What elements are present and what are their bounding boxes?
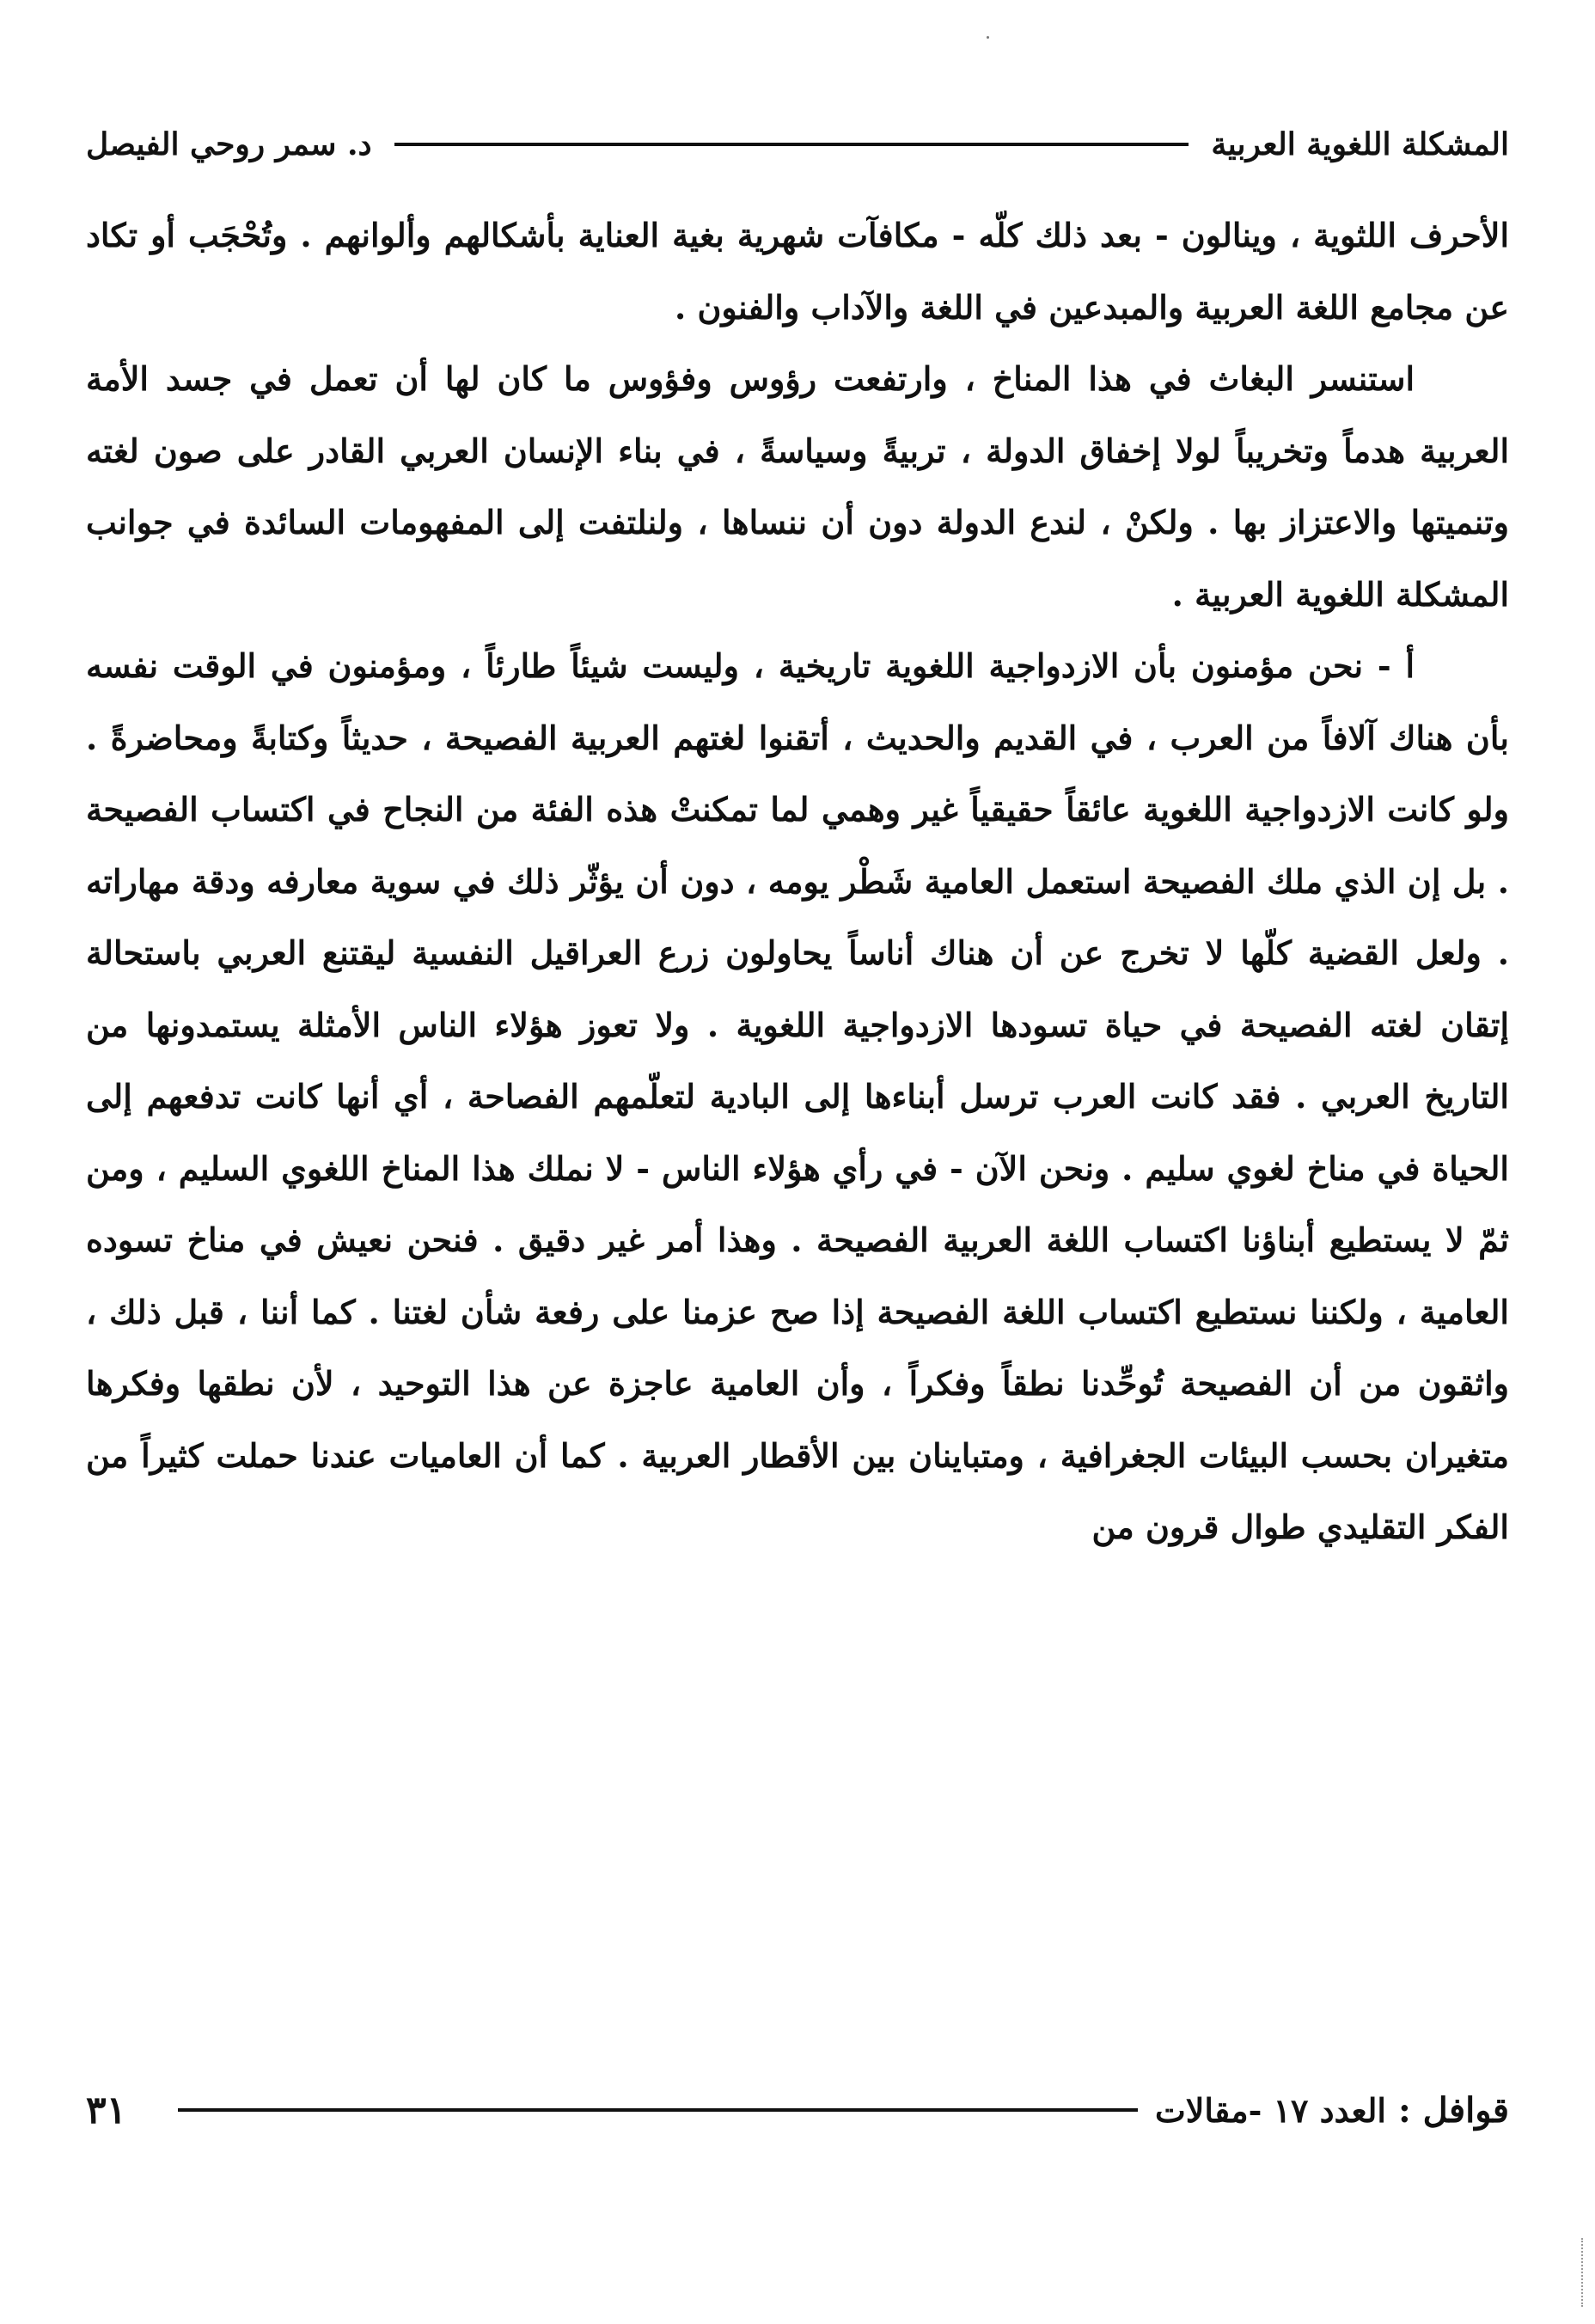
page-number: ٣١ — [86, 2088, 127, 2132]
paragraph: أ - نحن مؤمنون بأن الازدواجية اللغوية تاريخية ، وليست شيئاً طارئاً ، ومؤمنون في الوقت نفسه بأن هناك آلافاً من العرب ، في القديم والحديث ، أتقنوا لغتهم العربية الفصيحة ، حديثاً وكتابةً ومحاضرةً . ولو كانت الازدواجية اللغوية عائقاً حقيقياً غير وهمي لما تمكنتْ هذه الفئة من النجاح في اكتساب الفصيحة . بل إن الذي ملك الفصيحة استعمل العامية شَطْر يومه ، دون أن يؤثّر ذلك في سوية معارفه ودقة مهاراته . ولعل القضية كلّها لا تخرج عن أن هناك أناساً يحاولون زرع العراقيل النفسية ليقتنع العربي باستحالة إتقان لغته الفصيحة في حياة تسودها الازدواجية اللغوية . ولا تعوز هؤلاء الناس الأمثلة يستمدونها من التاريخ العربي . فقد كانت العرب ترسل أبناءها إلى البادية لتعلّمهم الفصاحة ، أي أنها كانت تدفعهم إلى الحياة في مناخ لغوي سليم . ونحن الآن - في رأي هؤلاء الناس - لا نملك هذا المناخ اللغوي السليم ، ومن ثمّ لا يستطيع أبناؤنا اكتساب اللغة العربية الفصيحة . وهذا أمر غير دقيق . فنحن نعيش في مناخ تسوده العامية ، ولكننا نستطيع اكتساب اللغة الفصيحة إذا صح عزمنا على رفعة شأن لغتنا . كما أننا ، قبل ذلك ، واثقون من أن الفصيحة تُوحِّدنا نطقاً وفكراً ، وأن العامية عاجزة عن هذا التوحيد ، لأن نطقها وفكرها متغيران بحسب البيئات الجغرافية ، ومتباينان بين الأقطار العربية . كما أن العاميات عندنا حملت كثيراً من الفكر التقليدي طوال قرون من — [86, 646, 1509, 1546]
scan-edge-marks — [1580, 2238, 1583, 2307]
article-body — [86, 199, 1509, 1563]
header-title: المشكلة اللغوية العربية — [1211, 126, 1509, 162]
header-author: د. سمر روحي الفيصل — [86, 126, 372, 162]
running-footer — [86, 2080, 1509, 2140]
scan-speck — [987, 36, 989, 39]
header-rule — [394, 143, 1189, 146]
paragraph: استنسر البغاث في هذا المناخ ، وارتفعت رؤوس وفؤوس ما كان لها أن تعمل في جسد الأمة العربية هدماً وتخريباً لولا إخفاق الدولة ، تربيةً وسياسةً ، في بناء الإنسان العربي القادر على صون لغته وتنميتها والاعتزاز بها . ولكنْ ، لندع الدولة دون أن ننساها ، ولنلتفت إلى المفهومات السائدة في جوانب المشكلة اللغوية العربية . — [86, 359, 1509, 614]
paragraph: الأحرف اللثوية ، وينالون - بعد ذلك كلّه - مكافآت شهرية بغية العناية بأشكالهم وألوانهم . وتُحْجَب أو تكاد عن مجامع اللغة العربية والمبدعين في اللغة والآداب والفنون . — [86, 216, 1509, 327]
issue-label: العدد ١٧ -مقالات — [1154, 2090, 1386, 2130]
journal-name: قوافل : — [1397, 2089, 1509, 2131]
running-header — [86, 120, 1509, 168]
footer-rule — [178, 2108, 1138, 2112]
